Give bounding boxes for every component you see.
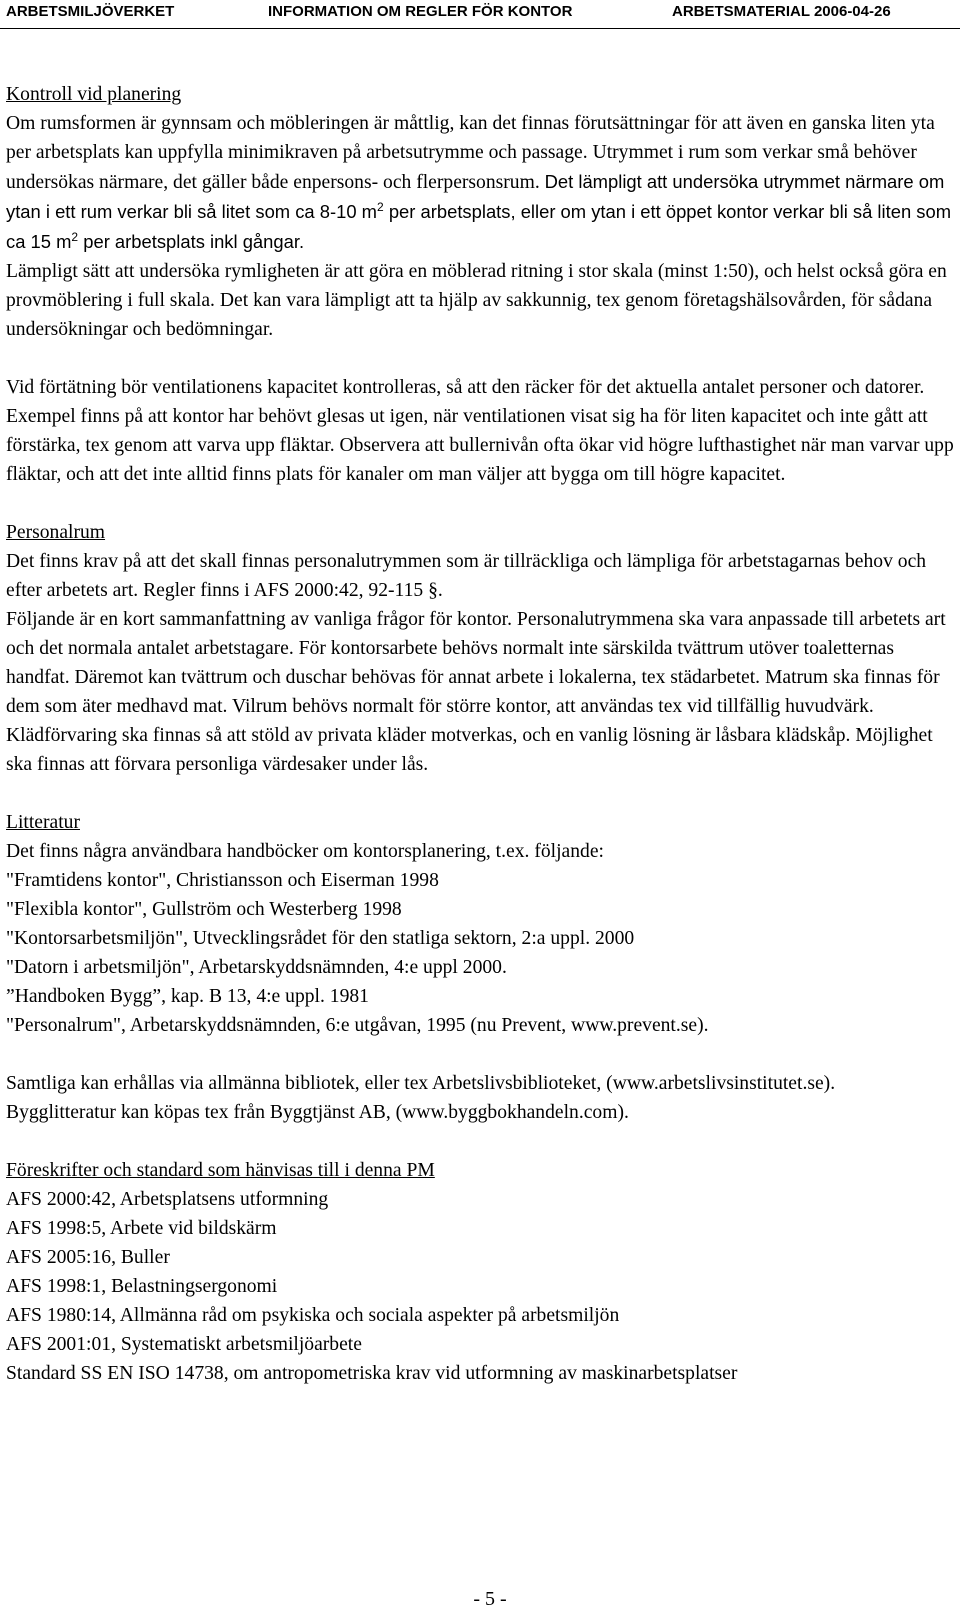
header-document-date: ARBETSMATERIAL 2006-04-26	[672, 3, 891, 20]
litteratur-item: "Personalrum", Arbetarskyddsnämnden, 6:e utgåvan, 1995 (nu Prevent, www.prevent.se).	[6, 1015, 709, 1036]
litteratur-item: "Datorn i arbetsmiljön", Arbetarskyddsnämnden, 4:e uppl 2000.	[6, 957, 507, 978]
page-number: - 5 -	[473, 1588, 507, 1610]
paragraph-availability-library: Samtliga kan erhållas via allmänna bibliotek, eller tex Arbetslivsbiblioteket, (www.arbetslivsinstitutet.se).	[6, 1073, 836, 1094]
header-title: INFORMATION OM REGLER FÖR KONTOR	[268, 3, 573, 20]
paragraph-personalrum-2: Följande är en kort sammanfattning av vanliga frågor för kontor. Personalutrymmena ska vara anpassade till arbetets art och det normala antalet arbetstagare. För kontorsarbete behövs normalt inte särskilda tvättrum utöver toaletternas handfat. Däremot kan tvättrum och duschar behövas för annat arbete i lokalerna, tex städarbetet. Matrum ska finnas för dem som äter medhavd mat. Vilrum behövs normalt för större kontor, att användas tex vid tillfällig huvudvärk. Klädförvaring ska finnas så att stöld av privata kläder motverkas, och en vanlig lösning är låsbara klädskåp. Möjlighet ska finnas att förvara personliga värdesaker under lås.	[6, 609, 946, 775]
paragraph-planering	[6, 109, 958, 257]
litteratur-item: "Kontorsarbetsmiljön", Utvecklingsrådet för den statliga sektorn, 2:a uppl. 2000	[6, 928, 635, 949]
page-header	[0, 0, 960, 29]
foreskrift-item: AFS 2005:16, Buller	[6, 1247, 170, 1268]
planering-text-2: Utrymmet i rum som verkar små behöver undersökas närmare, det gäller både enpersons- och flerpersonsrum.	[6, 142, 917, 193]
planering-text-3b: per arbetsplats, eller om ytan i ett öppet kontor verkar bli så liten som ca 15 m	[6, 201, 952, 252]
foreskrift-item: AFS 1980:14, Allmänna råd om psykiska och sociala aspekter på arbetsmiljön	[6, 1305, 620, 1326]
planering-text-5: Det kan vara lämpligt att ta hjälp av sakkunnig, tex genom företagshälsovården, för sådana undersökningar och bedömningar.	[6, 290, 933, 340]
superscript-1: 2	[377, 199, 384, 214]
foreskrift-item: Standard SS EN ISO 14738, om antropometriska krav vid utformning av maskinarbetsplatser	[6, 1363, 738, 1384]
document-body	[6, 80, 958, 1388]
litteratur-item: "Flexibla kontor", Gullström och Westerberg 1998	[6, 899, 402, 920]
foreskrift-item: AFS 2001:01, Systematiskt arbetsmiljöarbete	[6, 1334, 362, 1355]
litteratur-intro: Det finns några användbara handböcker om kontorsplanering, t.ex. följande:	[6, 841, 604, 862]
section-heading-litteratur: Litteratur	[6, 812, 80, 833]
header-organization: ARBETSMILJÖVERKET	[6, 3, 175, 20]
planering-text-3c: per arbetsplats inkl gångar.	[83, 231, 305, 252]
planering-text-3a: Det lämpligt att undersöka utrymmet närmare om ytan i ett rum verkar bli så litet som ca 8-10 m	[6, 171, 945, 222]
foreskrift-item: AFS 2000:42, Arbetsplatsens utformning	[6, 1189, 329, 1210]
planering-text-4: Lämpligt sätt att undersöka rymligheten är att göra en möblerad ritning i stor skala (minst 1:50), och helst också göra en provmöblering i full skala.	[6, 261, 947, 311]
section-heading-planering: Kontroll vid planering	[6, 84, 182, 105]
section-heading-foreskrifter: Föreskrifter och standard som hänvisas till i denna PM	[6, 1160, 435, 1181]
paragraph-availability-byggtjanst: Bygglitteratur kan köpas tex från Byggtjänst AB, (www.byggbokhandeln.com).	[6, 1102, 629, 1123]
superscript-2: 2	[71, 229, 79, 244]
foreskrift-item: AFS 1998:1, Belastningsergonomi	[6, 1276, 278, 1297]
foreskrift-item: AFS 1998:5, Arbete vid bildskärm	[6, 1218, 277, 1239]
paragraph-personalrum-1: Det finns krav på att det skall finnas personalutrymmen som är tillräckliga och lämpliga för arbetstagarnas behov och efter arbetets art. Regler finns i AFS 2000:42, 92-115 §.	[6, 551, 927, 601]
paragraph-ventilation: Vid förtätning bör ventilationens kapacitet kontrolleras, så att den räcker för det aktuella antalet personer och datorer. Exempel finns på att kontor har behövt glesas ut igen, när ventilationen visat sig ha för liten kapacitet och inte gått att förstärka, tex genom att varva upp fläktar. Observera att bullernivån ofta ökar vid högre lufthastighet när man varvar upp fläktar, och att det inte alltid finns plats för kanaler om man väljer att bygga om till högre kapacitet.	[6, 377, 954, 485]
planering-text-1: Om rumsformen är gynnsam och möbleringen är måttlig, kan det finnas förutsättningar för att även en ganska liten yta per arbetsplats kan uppfylla minimikraven på arbetsutrymme och passage.	[6, 113, 935, 163]
litteratur-item: "Framtidens kontor", Christiansson och Eiserman 1998	[6, 870, 439, 891]
paragraph-rymlighet	[6, 257, 958, 344]
litteratur-item: ”Handboken Bygg”, kap. B 13, 4:e uppl. 1981	[6, 986, 369, 1007]
section-heading-personalrum: Personalrum	[6, 522, 106, 543]
